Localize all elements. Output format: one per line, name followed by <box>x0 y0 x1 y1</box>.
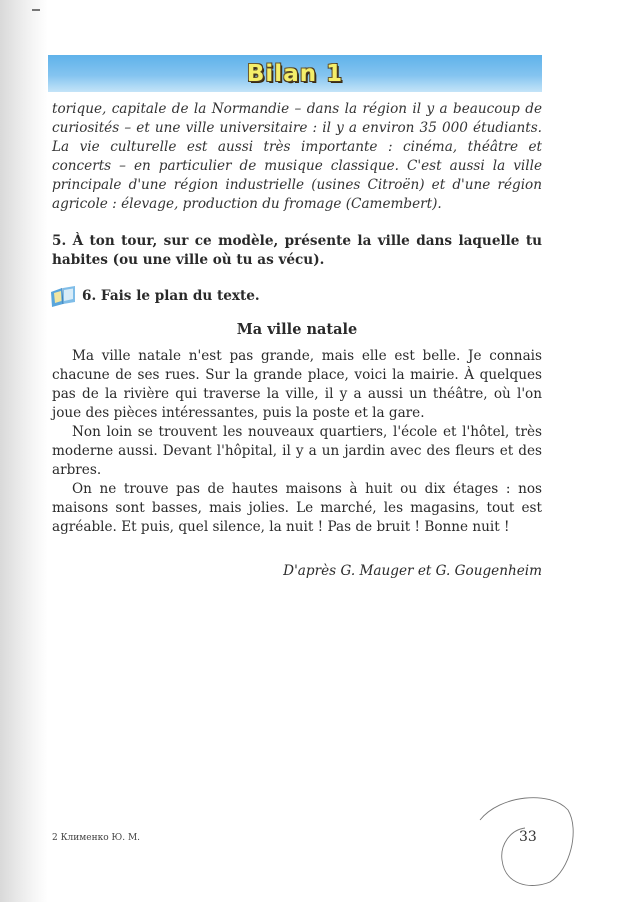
section-banner <box>48 55 542 92</box>
footer-signature-note: 2 Клименко Ю. М. <box>52 833 141 843</box>
exercise-6-text: 6. Fais le plan du texte. <box>82 288 260 304</box>
story-paragraph: Non loin se trouvent les nouveaux quartiers, l'école et l'hôtel, très moderne aussi. Devant l'hôpital, il y a un jardin avec des fleurs et des arbres. <box>52 424 542 478</box>
story-paragraph: Ma ville natale n'est pas grande, mais elle est belle. Je connais chacune de ses rues. Sur la grande place, voici la mairie. À quelques pas de la rivière qui traverse la ville, il y a aussi un théâtre, où l'on joue des pièces intéressantes, puis la poste et la gare. <box>52 348 542 421</box>
binding-mark <box>32 9 40 11</box>
banner-title: Bilan 1 <box>246 60 344 87</box>
story-paragraph: On ne trouve pas de hautes maisons à huit ou dix étages : nos maisons sont basses, mais jolies. Le marché, les magasins, tout est agréable. Et puis, quel silence, la nuit ! Pas de bruit ! Bonne nuit ! <box>52 481 542 535</box>
exercise-5-text: 5. À ton tour, sur ce modèle, présente la ville dans laquelle tu habites (ou une ville où tu as vécu). <box>52 233 542 268</box>
intro-paragraph <box>52 100 542 214</box>
intro-text: torique, capitale de la Normandie – dans la région il y a beaucoup de curiosités – et une ville universitaire : il y a environ 35 000 étudiants. La vie culturelle est aussi très importante : cinéma, théâtre et concerts – en particulier de musique classique. C'est aussi la ville principale d'une région industrielle (usines Citroën) et d'une région agricole : élevage, production du fromage (Camembert). <box>52 101 542 212</box>
story-title: Ma ville natale <box>236 321 358 338</box>
story-body <box>52 347 542 537</box>
story-attribution: D'après G. Mauger et G. Gougenheim <box>283 563 542 579</box>
exercise-6 <box>48 284 260 308</box>
book-icon <box>48 284 78 308</box>
exercise-5 <box>52 232 542 270</box>
page-number: 33 <box>519 829 537 845</box>
